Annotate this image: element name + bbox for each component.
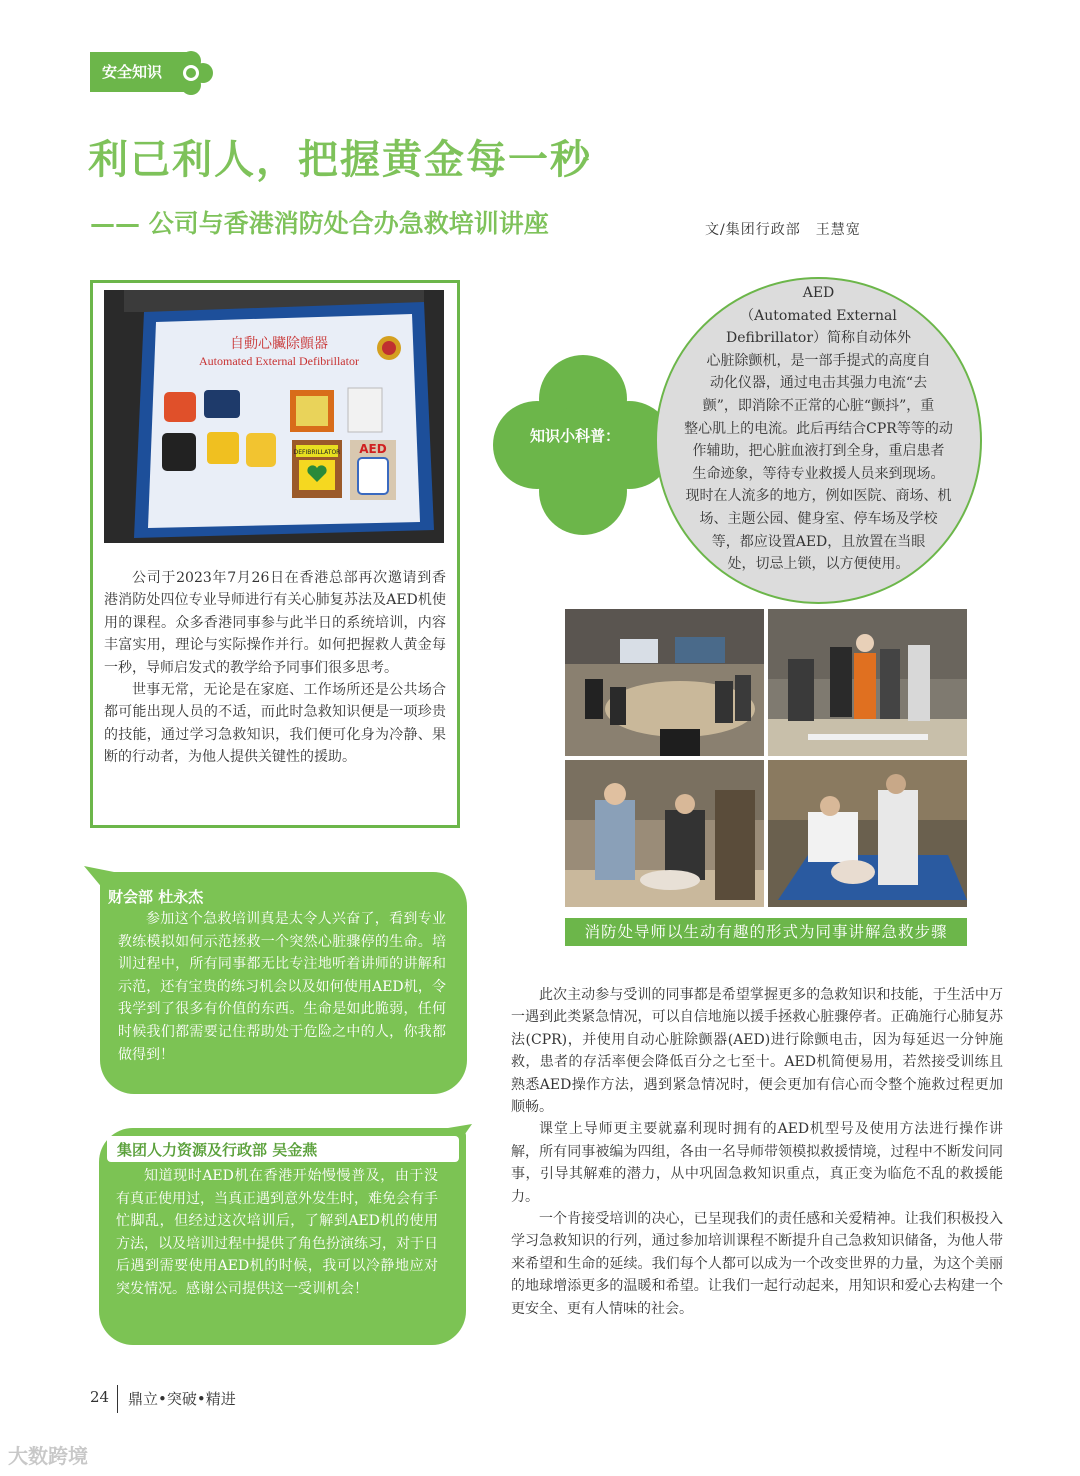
aed-device-2 — [204, 390, 240, 418]
aed-device-1 — [164, 392, 196, 422]
knowledge-line: （Automated External — [740, 307, 897, 324]
knowledge-line: AED — [802, 285, 835, 301]
footer-brand: 鼎立•突破•精进 — [128, 1390, 236, 1408]
knowledge-line: 现时在人流多的地方，例如医院、商场、机 — [685, 488, 952, 505]
article-paragraph: 一个肯接受培训的决心，已呈现我们的责任感和关爱精神。让我们积极投入学习急救知识的行列，通过参加培训课程不断提升自己急救知识储备，为他人带来希望和生命的延续。我们每个人都可以成为一个改变世界的力量，为这个美丽的地球增添更多的温暖和希望。让我们一起行动起来，用知识和爱心去构建一个更安全、更有人情味的社会。 — [511, 1211, 1003, 1317]
clover-icon — [168, 50, 214, 96]
page-title: 利己利人，把握黄金每一秒 — [88, 136, 592, 183]
aed-slide-photo — [104, 290, 444, 543]
knowledge-line: 等，都应设置AED，且放置在当眼 — [711, 533, 926, 550]
knowledge-line: 生命迹象，等待专业救援人员来到现场。 — [692, 465, 945, 482]
quote-author: 集团人力资源及行政部 吴金燕 — [117, 1141, 318, 1159]
photo-caption: 消防处导师以生动有趣的形式为同事讲解急救步骤 — [565, 918, 967, 946]
knowledge-line: 处，切忌上锁，以方便使用。 — [727, 556, 910, 573]
quote-text: 参加这个急救培训真是太令人兴奋了，看到专业教练模拟如何示范拯救一个突然心脏骤停的生命。培训过程中，所有同事都无比专注地听着讲师的讲解和示范，还有宝贵的练习机会以及如何使用AED机，令我学到了很多有价值的东西。生命是如此脆弱，任何时候我们都需要记住帮助处于危险之中的人，你我都做得到！ — [118, 911, 446, 1063]
section-tag: 安全知识 — [90, 52, 194, 92]
knowledge-line: 颤”，即消除不正常的心脏“颤抖”，重 — [702, 397, 935, 414]
intro-paragraph: 公司于2023年7月26日在香港总部再次邀请到香港消防处四位专业导师进行有关心肺复苏法及AED机使用的课程。众多香港同事参与此半日的系统培训，内容丰富实用，理论与实际操作并行。如何把握救人黄金每一秒，导师启发式的教学给予同事们很多思考。 — [104, 570, 446, 676]
training-photo-demo — [768, 609, 967, 756]
intro-text — [104, 567, 446, 769]
knowledge-line: 动化仪器，通过电击其强力电流“去 — [709, 375, 928, 392]
aed-device-4 — [207, 432, 239, 464]
quote-text: 知道现时AED机在香港开始慢慢普及，由于没有真正使用过，当真正遇到意外发生时，难免会有手忙脚乱，但经过这次培训后，了解到AED机的使用方法，以及培训过程中提供了角色扮演练习，对于日后遇到需要使用AED机的时候，我可以冷静地应对突发情况。感谢公司提供这一受训机会！ — [116, 1168, 438, 1297]
training-photo-classroom — [565, 609, 764, 756]
slide-title-cn: 自動心臟除顫器 — [230, 336, 328, 352]
aed-sign: AED — [359, 442, 387, 456]
slide-illustration — [104, 290, 444, 543]
knowledge-line: 心脏除颤机，是一部手提式的高度自 — [706, 352, 931, 369]
article-body — [511, 984, 1003, 1320]
defib-label: DEFIBRILLATOR — [293, 449, 341, 456]
aed-device-5 — [246, 433, 276, 467]
slide-title-en: Automated External Defibrillator — [199, 354, 359, 368]
knowledge-text — [660, 282, 977, 576]
intro-paragraph: 世事无常，无论是在家庭、工作场所还是公共场合都可能出现人员的不适，而此时急救知识便是一项珍贵的技能，通过学习急救知识，我们便可化身为冷静、果断的行动者，为他人提供关键性的援助。 — [104, 682, 446, 766]
knowledge-line: 整心肌上的电流。此后再结合CPR等等的动 — [684, 420, 953, 437]
training-photo-cpr-1 — [565, 760, 764, 907]
byline: 文/集团行政部 王慧宽 — [705, 222, 861, 238]
article-paragraph: 此次主动参与受训的同事都是希望掌握更多的急救知识和技能，于生活中万一遇到此类紧急情况，可以自信地施以援手拯救心脏骤停者。正确施行心肺复苏法(CPR)，并使用自动心脏除颤器(AED)进行除颤电击，因为每延迟一分钟施救，患者的存活率便会降低百分之七至十。AED机简便易用，若然接受训练且熟悉AED操作方法，遇到紧急情况时，便会更加有信心而令整个施救过程更加顺畅。 — [511, 987, 1003, 1116]
knowledge-line: 场、主题公园、健身室、停车场及学校 — [699, 510, 938, 527]
knowledge-line: Defibrillator）简称自动体外 — [725, 330, 912, 347]
page-number: 24 — [90, 1388, 110, 1406]
quote-author: 财会部 杜永杰 — [108, 888, 204, 906]
article-paragraph: 课堂上导师更主要就嘉利现时拥有的AED机型号及使用方法进行操作讲解，所有同事被编为四组，各由一名导师带领模拟救援情境，过程中不断发问同事，引导其解难的潜力，从中巩固急救知识重点，真正变为临危不乱的救援能力。 — [511, 1121, 1003, 1205]
page-subtitle: —— 公司与香港消防处合办急救培训讲座 — [90, 209, 549, 238]
knowledge-line: 作辅助，把心脏血液打到全身，重启患者 — [692, 443, 945, 460]
watermark: 大数跨境 — [8, 1444, 88, 1468]
training-photo-cpr-2 — [768, 760, 967, 907]
footer-divider — [117, 1385, 118, 1413]
aed-device-3 — [162, 433, 196, 471]
knowledge-label: 知识小科普： — [529, 427, 620, 445]
